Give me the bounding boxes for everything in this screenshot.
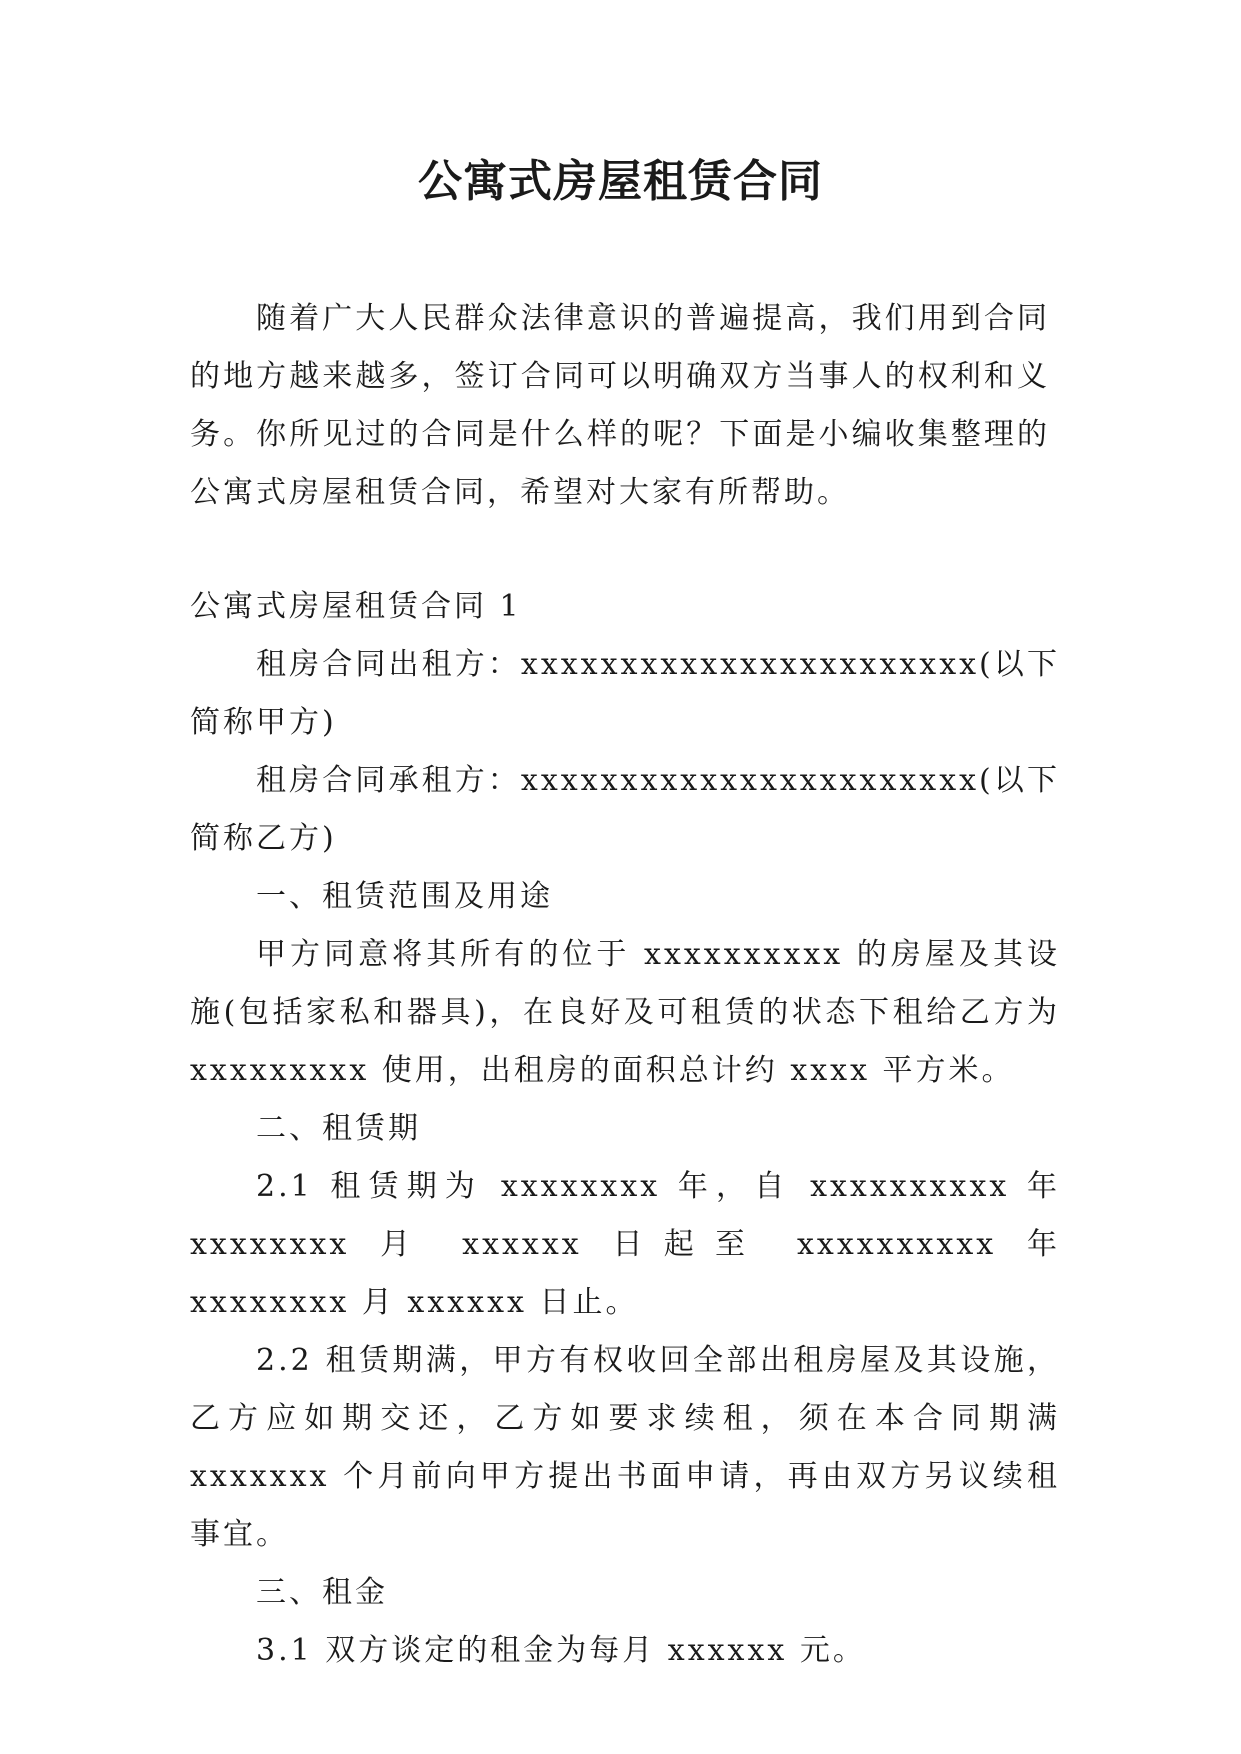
lessor-line: 租房合同出租方：xxxxxxxxxxxxxxxxxxxxxxx(以下简称甲方): [190, 647, 1060, 740]
section-1-text: 甲方同意将其所有的位于 xxxxxxxxxx 的房屋及其设施(包括家私和器具)，在良好及可租赁的状态下租给乙方为xxxxxxxxx 使用，出租房的面积总计约 xxxx 平方米。: [190, 937, 1060, 1088]
section-2-1-text: 2.1 租赁期为 xxxxxxxx 年，自 xxxxxxxxxx 年 xxxxxxxx 月 xxxxxx 日起至 xxxxxxxxxx 年 xxxxxxxx 月 xxxxxx 日止。: [190, 1169, 1060, 1320]
section-3-1-text: 3.1 双方谈定的租金为每月 xxxxxx 元。: [256, 1633, 866, 1668]
contract-body: [190, 578, 1060, 1680]
contract-heading: 公寓式房屋租赁合同 1: [190, 589, 522, 624]
intro-paragraph: 随着广大人民群众法律意识的普遍提高，我们用到合同的地方越来越多，签订合同可以明确双方当事人的权利和义务。你所见过的合同是什么样的呢？下面是小编收集整理的公寓式房屋租赁合同，希望对大家有所帮助。: [190, 301, 1050, 510]
lessee-line: 租房合同承租方：xxxxxxxxxxxxxxxxxxxxxxx(以下简称乙方): [190, 763, 1060, 856]
document-title: 公寓式房屋租赁合同: [418, 156, 823, 207]
section-2-title: 二、租赁期: [256, 1111, 421, 1146]
section-1-title: 一、租赁范围及用途: [256, 879, 553, 914]
section-2-2-text: 2.2 租赁期满，甲方有权收回全部出租房屋及其设施，乙方应如期交还，乙方如要求续租，须在本合同期满 xxxxxxx 个月前向甲方提出书面申请，再由双方另议续租事宜。: [190, 1343, 1060, 1552]
section-3-title: 三、租金: [256, 1575, 388, 1610]
